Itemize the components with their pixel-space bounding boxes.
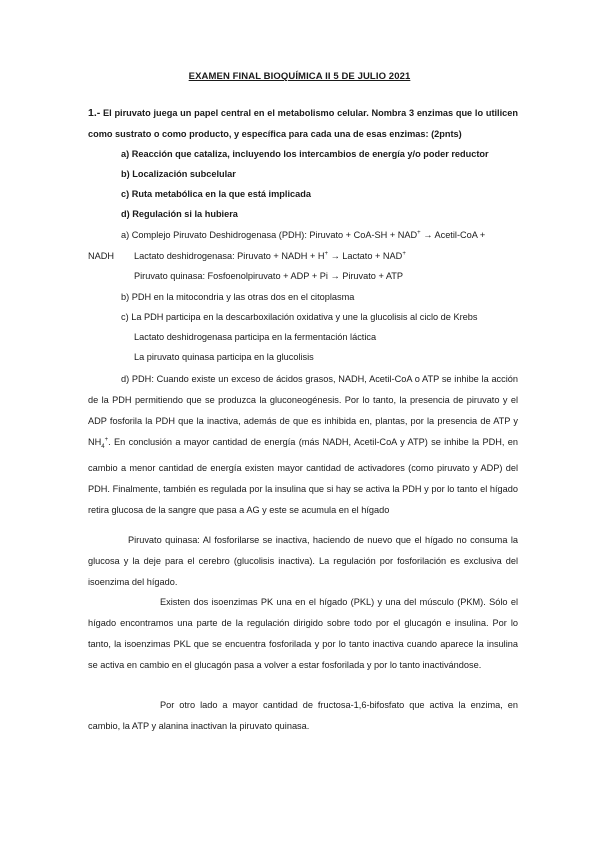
criterion-a: a) Reacción que cataliza, incluyendo los intercambios de energía y/o poder reductor bbox=[121, 149, 489, 159]
answer-d-pdh: d) PDH: Cuando existe un exceso de ácidos grasos, NADH, Acetil-CoA o ATP se inhibe la acción de la PDH permitiendo que se produzca la gluconeogénesis. Por lo tanto, la presencia de piruvato y el ADP fosforila la PDH que la inactiva, además de que es inhibida en, plantas, por la presencia de ATP y $NH_4^+$. En conclusión a mayor cantidad de energía (más NADH, Acetil-CoA y ATP) se inhibe la PDH, en cambio a menor cantidad de energía existen mayor cantidad de activadores (como piruvato y ADP) del PDH. Finalmente, también es regulada por la insulina que si hay se activa la PDH y por lo tanto el hígado retira glucosa de la sangre que pasa a AG y este se acumula en el hígado bbox=[88, 374, 518, 515]
question-number: 1.- bbox=[88, 107, 101, 119]
answer-a-pdh: a) Complejo Piruvato Deshidrogenasa (PDH): Piruvato + CoA-SH + NAD+ → Acetil-CoA + bbox=[121, 229, 486, 240]
answer-d-pk-isoenzymes: Existen dos isoenzimas PK una en el hígado (PKL) y una del músculo (PKM). Sólo el hígado encontramos una parte de la regulación dirigido sobre todo por el glucagón e insulina. Por lo tanto, la isoenzimas PKL que se encuentra fosforilada y por lo tanto inactiva cuando aparece la insulina se activa en cambio en el glucagón pasa a volver a estar fosforilada y por lo tanto inactivándose. bbox=[88, 597, 518, 670]
criterion-d: d) Regulación si la hubiera bbox=[121, 209, 238, 219]
answer-d-pk-allosteric: Por otro lado a mayor cantidad de fructosa-1,6-bifosfato que activa la enzima, en cambio, la ATP y alanina inactivan la piruvato quinasa. bbox=[88, 700, 518, 731]
answer-a-pk: Piruvato quinasa: Fosfoenolpiruvato + ADP + Pi → Piruvato + ATP bbox=[134, 271, 404, 281]
answer-a-ldh: Lactato deshidrogenasa: Piruvato + NADH + H+ → Lactato + NAD+ bbox=[134, 250, 406, 261]
answer-c-pdh: c) La PDH participa en la descarboxilación oxidativa y une la glucolisis al ciclo de Krebs bbox=[121, 312, 478, 322]
answer-a-pdh-cont: NADH bbox=[88, 251, 115, 261]
question-text: El piruvato juega un papel central en el metabolismo celular. Nombra 3 enzimas que lo utilicen como sustrato o como producto, y específica para cada una de esas enzimas: (2pnts) bbox=[88, 108, 518, 139]
exam-title: EXAMEN FINAL BIOQUÍMICA II 5 DE JULIO 2021 bbox=[188, 71, 411, 82]
answer-d-pk-phosphorylation: Piruvato quinasa: Al fosforilarse se inactiva, haciendo de nuevo que el hígado no consuma la glucosa y la deje para el cerebro (glucolisis inactiva). La regulación por fosforilación es exclusiva del isoenzima del hígado. bbox=[88, 535, 518, 587]
answer-c-ldh: Lactato deshidrogenasa participa en la fermentación láctica bbox=[134, 332, 377, 342]
criterion-b: b) Localización subcelular bbox=[121, 169, 236, 179]
question-1 bbox=[88, 103, 518, 145]
criterion-c: c) Ruta metabólica en la que está implicada bbox=[121, 189, 311, 199]
answer-b: b) PDH en la mitocondria y las otras dos en el citoplasma bbox=[121, 292, 355, 302]
answer-c-pk: La piruvato quinasa participa en la glucolisis bbox=[134, 352, 314, 362]
